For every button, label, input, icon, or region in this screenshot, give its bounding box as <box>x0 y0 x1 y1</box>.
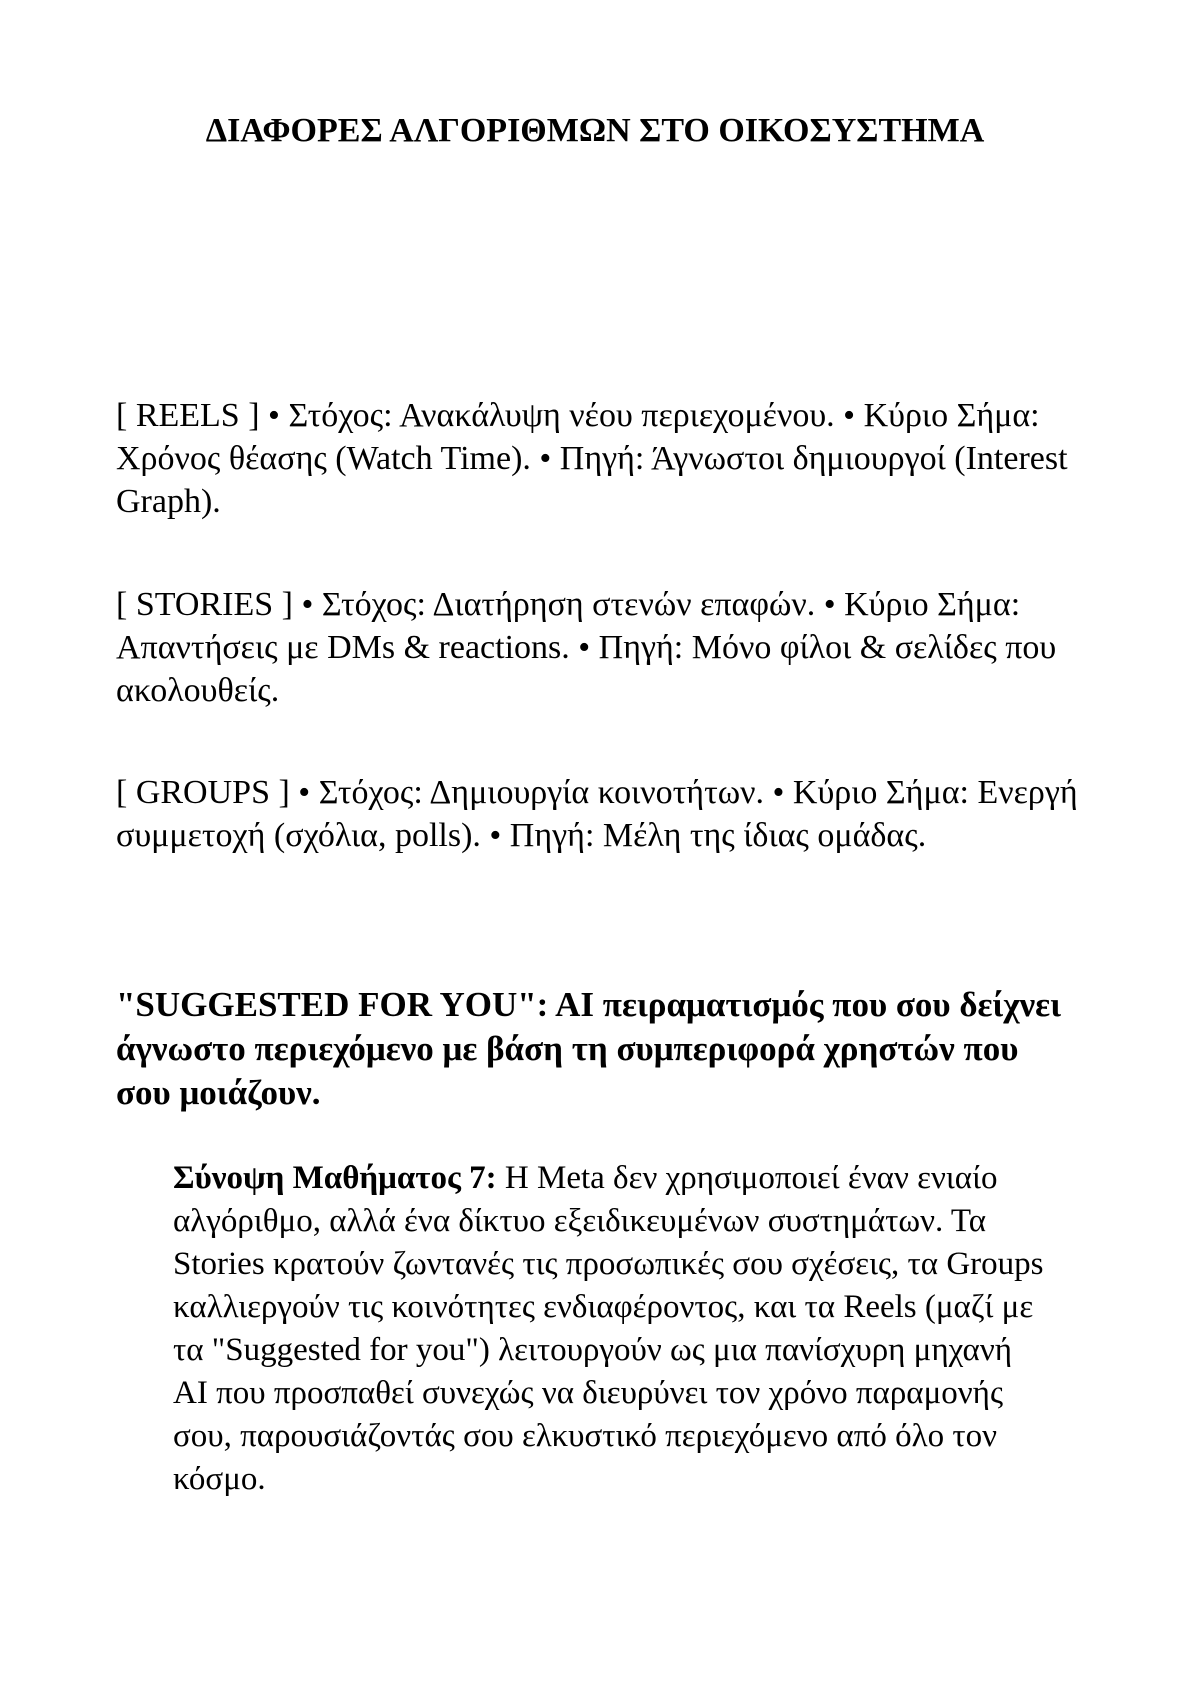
suggested-for-you-paragraph: "SUGGESTED FOR YOU": AI πειραματισμός που σου δείχνει άγνωστο περιεχόμενο με βάση τη συμπεριφορά χρηστών που σου μοιάζουν. <box>116 985 1061 1112</box>
reels-paragraph: [ REELS ] • Στόχος: Ανακάλυψη νέου περιεχομένου. • Κύριο Σήμα: Χρόνος θέασης (Watch Time). • Πηγή: Άγνωστοι δημιουργοί (Interest Graph). <box>116 397 1068 520</box>
stories-paragraph: [ STORIES ] • Στόχος: Διατήρηση στενών επαφών. • Κύριο Σήμα: Απαντήσεις με DMs & reactions. • Πηγή: Μόνο φίλοι & σελίδες που ακολουθείς. <box>116 586 1057 709</box>
summary-lead: Σύνοψη Μαθήματος 7: <box>173 1160 497 1196</box>
groups-paragraph: [ GROUPS ] • Στόχος: Δημιουργία κοινοτήτων. • Κύριο Σήμα: Ενεργή συμμετοχή (σχόλια, polls). • Πηγή: Μέλη της ίδιας ομάδας. <box>116 774 1078 854</box>
lesson-summary <box>173 1157 1053 1501</box>
page-title: ΔΙΑΦΟΡΕΣ ΑΛΓΟΡΙΘΜΩΝ ΣΤΟ ΟΙΚΟΣΥΣΤΗΜΑ <box>205 112 985 149</box>
summary-body: Η Meta δεν χρησιμοποιεί έναν ενιαίο αλγόριθμο, αλλά ένα δίκτυο εξειδικευμένων συστημάτων. Τα Stories κρατούν ζωντανές τις προσωπικές σου σχέσεις, τα Groups καλλιεργούν τις κοινότητες ενδιαφέροντος, και τα Reels (μαζί με τα "Suggested for you") λειτουργούν ως μια πανίσχυρη μηχανή AI που προσπαθεί συνεχώς να διευρύνει τον χρόνο παραμονής σου, παρουσιάζοντάς σου ελκυστικό περιεχόμενο από όλο τον κόσμο. <box>173 1160 1044 1497</box>
